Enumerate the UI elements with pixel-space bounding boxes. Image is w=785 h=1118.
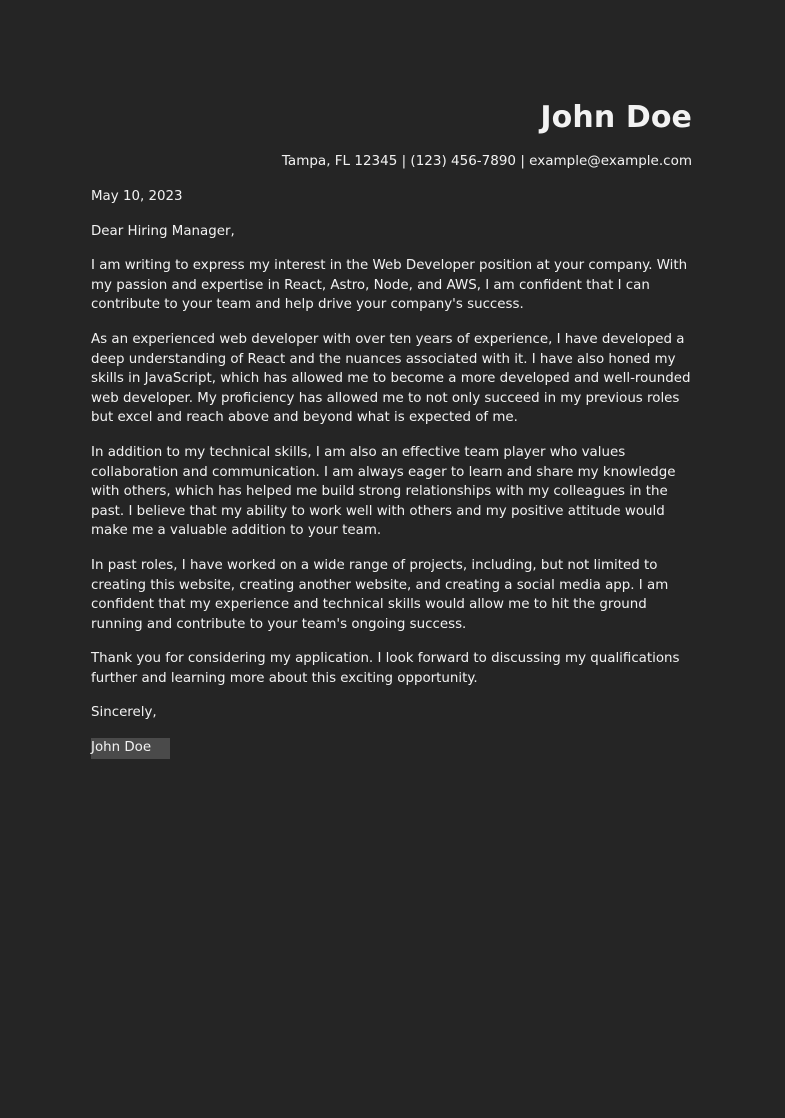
body-paragraph-1: I am writing to express my interest in the Web Developer position at your company. With my passion and expertise in React, Astro, Node, and AWS, I am confident that I can contribute to your team and help drive your company's success.	[91, 258, 688, 313]
letter-header	[91, 0, 692, 170]
sender-name: John Doe	[540, 100, 692, 135]
salutation: Dear Hiring Manager,	[91, 223, 235, 239]
signature-name: John Doe	[91, 738, 170, 759]
closing: Sincerely,	[91, 705, 157, 721]
body-paragraph-5: Thank you for considering my application. I look forward to discussing my qualifications further and learning more about this exciting opportunity.	[91, 651, 680, 686]
body-paragraph-2: As an experienced web developer with over ten years of experience, I have developed a deep understanding of React and the nuances associated with it. I have also honed my skills in JavaScript, which has allowed me to become a more developed and well-rounded web developer. My proficiency has allowed me to not only succeed in my previous roles but excel and reach above and beyond what is expected of me.	[91, 331, 691, 426]
letter-body	[91, 187, 692, 759]
sender-contact-info: Tampa, FL 12345 | (123) 456-7890 | example@example.com	[281, 153, 692, 169]
body-paragraph-3: In addition to my technical skills, I am also an effective team player who values collaboration and communication. I am always eager to learn and share my knowledge with others, which has helped me build strong relationships with my colleagues in the past. I believe that my ability to work well with others and my positive attitude would make me a valuable addition to your team.	[91, 444, 676, 539]
letter-date: May 10, 2023	[91, 189, 183, 204]
body-paragraph-4: In past roles, I have worked on a wide range of projects, including, but not limited to creating this website, creating another website, and creating a social media app. I am confident that my experience and technical skills would allow me to hit the ground running and contribute to your team's ongoing success.	[91, 557, 669, 632]
